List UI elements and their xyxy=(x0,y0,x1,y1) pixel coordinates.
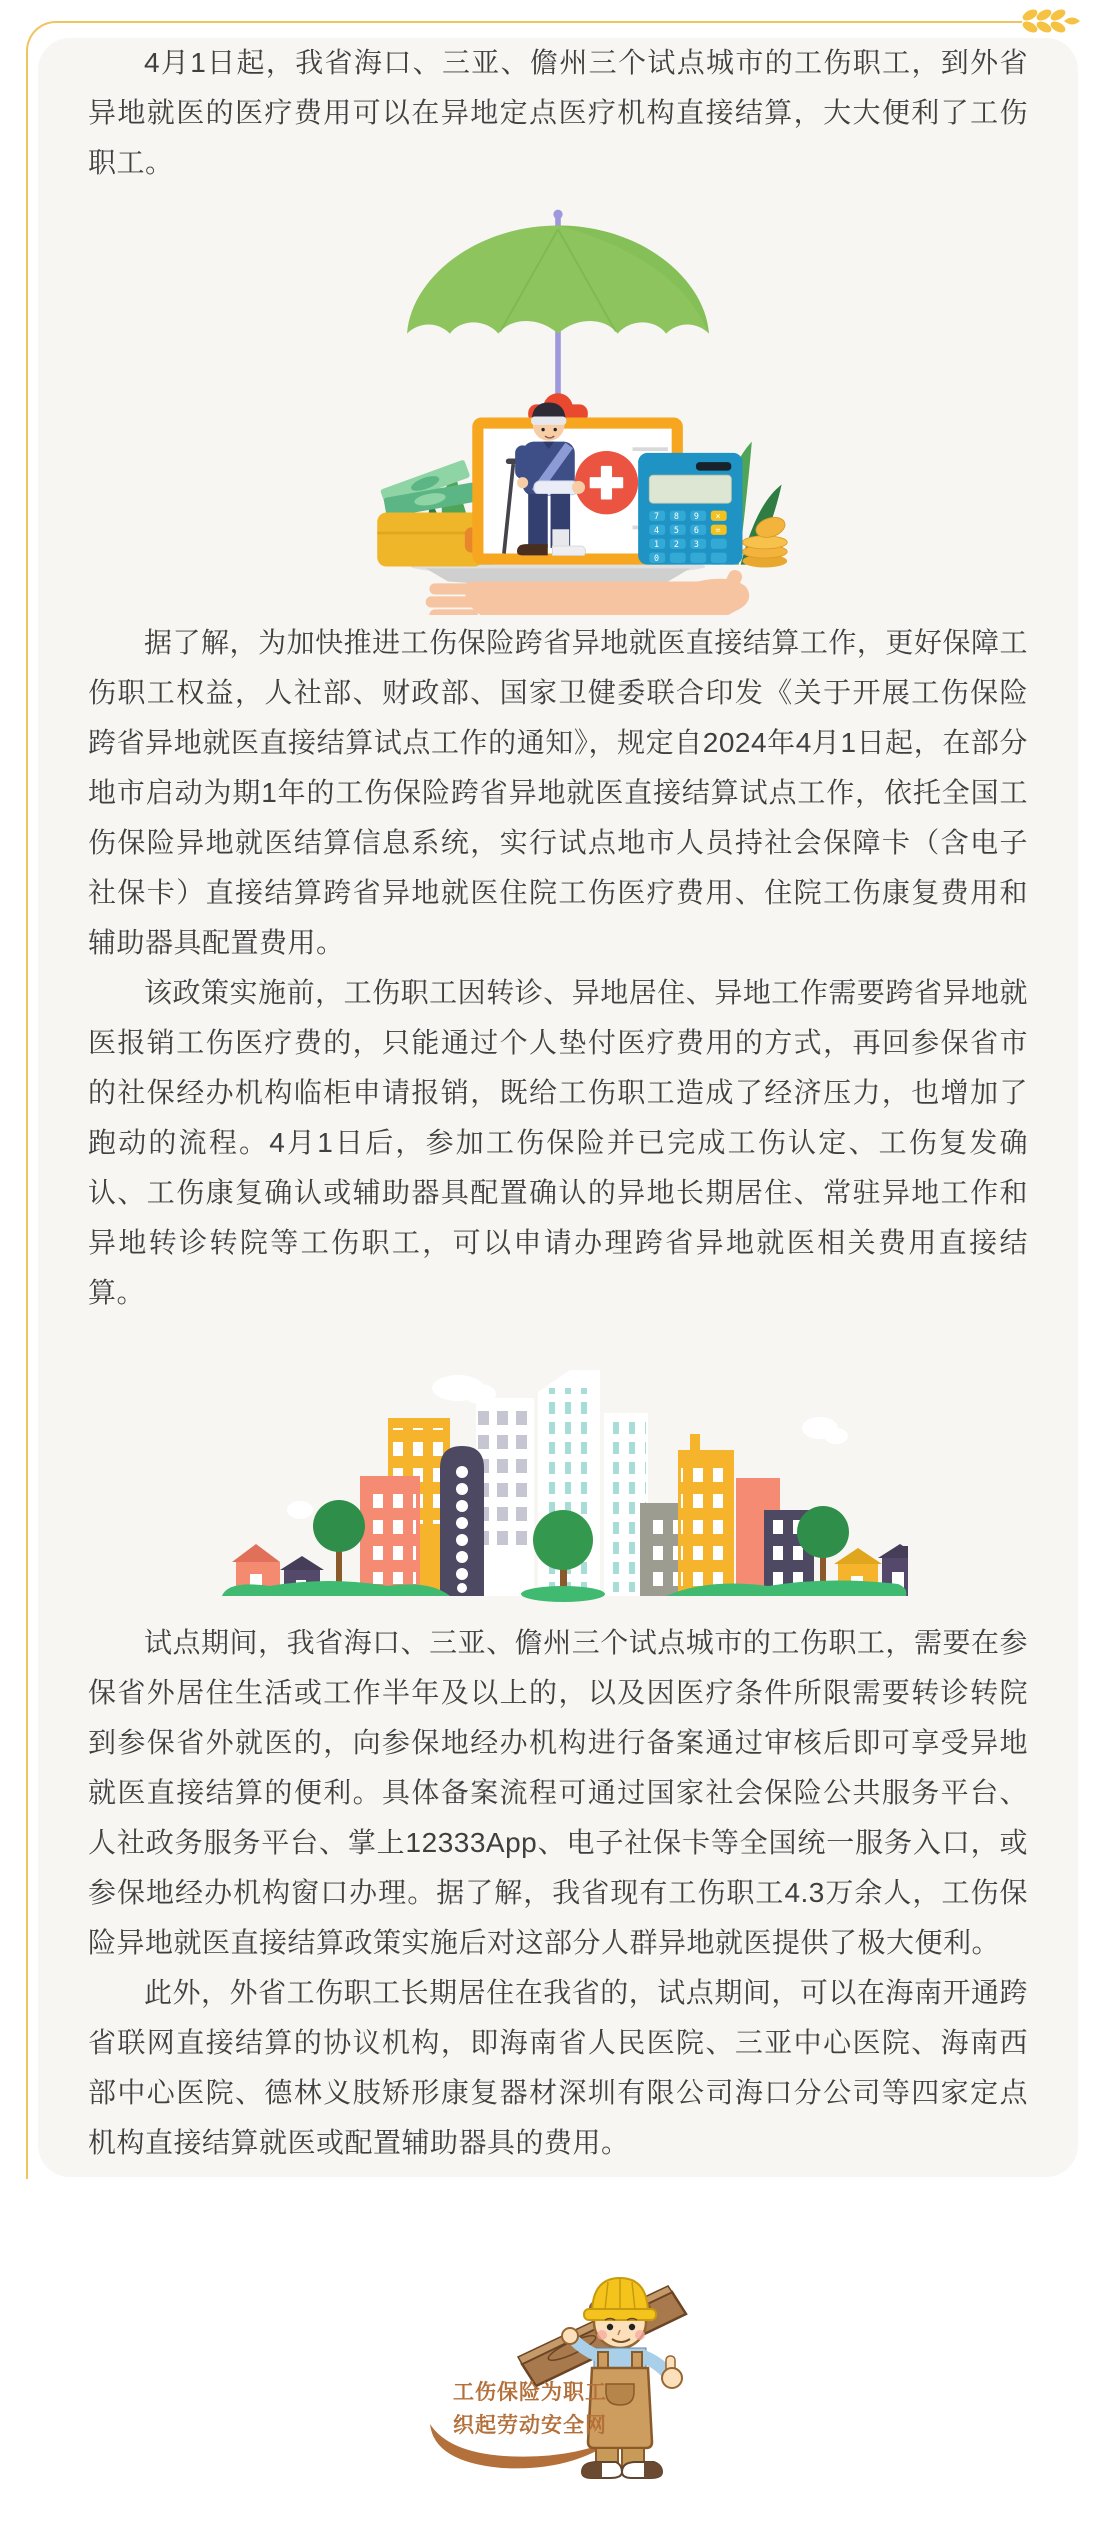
paragraph: 试点期间，我省海口、三亚、儋州三个试点城市的工伤职工，需要在参保省外居住生活或工作半年及以上的，以及因医疗条件所限需要转诊转院到参保省外就医的，向参保地经办机构进行备案通过审核后即可享受异地就医直接结算的便利。具体备案流程可通过国家社会保险公共服务平台、人社政务服务平台、掌上12333App、电子社保卡等全国统一服务入口，或参保地经办机构窗口办理。据了解，我省现有工伤职工4.3万余人，工伤保险异地就医直接结算政策实施后对这部分人群异地就医提供了极大便利。 xyxy=(88,1627,1028,1958)
city-illustration xyxy=(88,1358,1028,1618)
paragraph: 据了解，为加快推进工伤保险跨省异地就医直接结算工作，更好保障工伤职工权益，人社部、财政部、国家卫健委联合印发《关于开展工伤保险跨省异地就医直接结算试点工作的通知》，规定自2024年4月1日起，在部分地市启动为期1年的工伤保险跨省异地就医直接结算试点工作，依托全国工伤保险异地就医结算信息系统，实行试点地市人员持社会保障卡（含电子社保卡）直接结算跨省异地就医住院工伤医疗费用、住院工伤康复费用和辅助器具配置费用。 xyxy=(88,627,1028,958)
worker-mascot-illustration xyxy=(510,2256,710,2486)
footer-illustration xyxy=(410,2256,730,2506)
calculator-multiply-key: × xyxy=(715,511,721,522)
calculator-key-row: 0 xyxy=(653,552,674,563)
city-skyline-illustration xyxy=(208,1358,908,1618)
calculator-key-row: 456 xyxy=(653,525,714,535)
article-card xyxy=(38,38,1078,2177)
calculator-equals-key: = xyxy=(715,525,721,535)
paragraph: 该政策实施前，工伤职工因转诊、异地居住、异地工作需要跨省异地就医报销工伤医疗费的，只能通过个人垫付医疗费用的方式，再回参保省市的社保经办机构临柜申请报销，既给工伤职工造成了经济压力，也增加了跑动的流程。4月1日后，参加工伤保险并已完成工伤认定、工伤复发确认、工伤康复确认或辅助器具配置确认的异地长期居住、常驻异地工作和异地转诊转院等工伤职工，可以申请办理跨省异地就医相关费用直接结算。 xyxy=(88,977,1028,1308)
calculator-key-row: 123 xyxy=(653,538,714,549)
paragraph: 4月1日起，我省海口、三亚、儋州三个试点城市的工伤职工，到外省异地就医的医疗费用可以在异地定点医疗机构直接结算，大大便利了工伤职工。 xyxy=(88,47,1028,178)
footer-slogan xyxy=(434,2376,626,2442)
umbrella-worker-illustration xyxy=(308,205,808,615)
calculator-key-row: 789 xyxy=(653,511,714,522)
insurance-protection-illustration xyxy=(88,202,1028,618)
paragraph: 此外，外省工伤职工长期居住在我省的，试点期间，可以在海南开通跨省联网直接结算的协议机构，即海南省人民医院、三亚中心医院、海南西部中心医院、德林义肢矫形康复器材深圳有限公司海口分公司等四家定点机构直接结算就医或配置辅助器具的费用。 xyxy=(88,1977,1028,2158)
footer-slogan-line2: 织起劳动安全网 xyxy=(453,2414,607,2437)
wheat-icon xyxy=(1020,4,1084,38)
footer-slogan-line1: 工伤保险为职工 xyxy=(453,2381,607,2404)
